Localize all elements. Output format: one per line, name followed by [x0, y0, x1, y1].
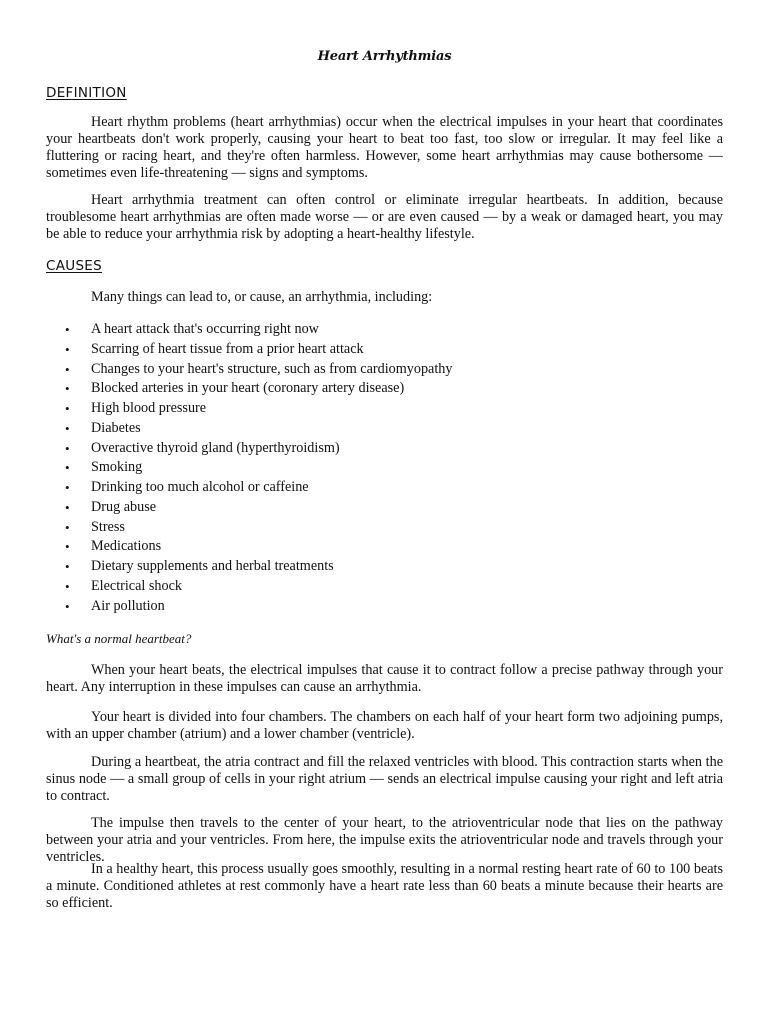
list-item-text: Diabetes	[91, 419, 141, 436]
list-item	[46, 537, 452, 557]
bullet-icon: •	[65, 420, 70, 436]
list-item	[46, 597, 452, 617]
list-item-text: Scarring of heart tissue from a prior heart attack	[91, 340, 364, 357]
causes-intro: Many things can lead to, or cause, an arrhythmia, including:	[91, 289, 433, 305]
bullet-icon: •	[65, 499, 70, 515]
normal-heartbeat-paragraph-1: When your heart beats, the electrical impulses that cause it to contract follow a precise pathway through your heart. Any interruption in these impulses can cause an arrhythmia.	[46, 662, 723, 695]
bullet-icon: •	[65, 578, 70, 594]
list-item-text: Electrical shock	[91, 577, 182, 594]
list-item	[46, 379, 452, 399]
bullet-icon: •	[65, 539, 70, 555]
normal-heartbeat-paragraph-4: The impulse then travels to the center of your heart, to the atrioventricular node that lies on the pathway between your atria and your ventricles. From here, the impulse exits the atrioventricular node and travels through your ventricles.	[46, 815, 723, 865]
list-item	[46, 439, 452, 459]
bullet-icon: •	[65, 341, 70, 357]
list-item-text: Drinking too much alcohol or caffeine	[91, 479, 309, 495]
list-item	[46, 360, 452, 380]
definition-heading: DEFINITION	[46, 85, 127, 101]
list-item	[46, 419, 452, 439]
list-item-text: Changes to your heart's structure, such as from cardiomyopathy	[91, 360, 453, 377]
bullet-icon: •	[65, 559, 70, 574]
document-title: Heart Arrhythmias	[317, 49, 452, 64]
normal-heartbeat-paragraph-5: In a healthy heart, this process usually goes smoothly, resulting in a normal resting heart rate of 60 to 100 beats a minute. Conditioned athletes at rest commonly have a heart rate less than 60 beats a minute because their hearts are so efficient.	[46, 861, 723, 911]
bullet-icon: •	[65, 460, 70, 476]
bullet-icon: •	[65, 401, 70, 416]
list-item-text: Drug abuse	[91, 498, 157, 515]
definition-paragraph-2: Heart arrhythmia treatment can often control or eliminate irregular heartbeats. In addition, because troublesome heart arrhythmias are often made worse — or are even caused — by a weak or damaged heart, you may be able to reduce your arrhythmia risk by adopting a heart-healthy lifestyle.	[46, 192, 723, 242]
list-item-text: Dietary supplements and herbal treatments	[91, 558, 334, 574]
bullet-icon: •	[65, 519, 70, 535]
causes-list	[46, 320, 452, 616]
list-item	[46, 518, 452, 538]
normal-heartbeat-paragraph-2: Your heart is divided into four chambers. The chambers on each half of your heart form two adjoining pumps, with an upper chamber (atrium) and a lower chamber (ventricle).	[46, 709, 723, 742]
bullet-icon: •	[65, 440, 70, 456]
list-item	[46, 478, 452, 498]
bullet-icon: •	[65, 322, 70, 337]
definition-paragraph-1: Heart rhythm problems (heart arrhythmias) occur when the electrical impulses in your heart that coordinates your heartbeats don't work properly, causing your heart to beat too fast, too slow or irregular. It may feel like a fluttering or racing heart, and they're often harmless. However, some heart arrhythmias may cause bothersome — sometimes even life-threatening — signs and symptoms.	[46, 114, 723, 181]
list-item	[46, 577, 452, 597]
list-item	[46, 557, 452, 577]
list-item	[46, 340, 452, 360]
bullet-icon: •	[65, 381, 70, 397]
list-item	[46, 320, 452, 340]
list-item-text: A heart attack that's occurring right now	[91, 321, 319, 337]
list-item	[46, 498, 452, 518]
normal-heartbeat-paragraph-3: During a heartbeat, the atria contract and fill the relaxed ventricles with blood. This contraction starts when the sinus node — a small group of cells in your right atrium — sends an electrical impulse causing your right and left atria to contract.	[46, 754, 723, 804]
list-item-text: Air pollution	[91, 597, 165, 614]
list-item-text: Medications	[91, 538, 162, 555]
list-item-text: Overactive thyroid gland (hyperthyroidism)	[91, 439, 340, 456]
causes-heading: CAUSES	[46, 258, 103, 274]
bullet-icon: •	[65, 361, 70, 377]
list-item-text: Stress	[91, 518, 125, 535]
list-item	[46, 399, 452, 419]
list-item-text: High blood pressure	[91, 400, 207, 416]
list-item-text: Smoking	[91, 459, 143, 476]
list-item	[46, 458, 452, 478]
list-item-text: Blocked arteries in your heart (coronary artery disease)	[91, 380, 405, 397]
bullet-icon: •	[65, 598, 70, 614]
bullet-icon: •	[65, 480, 70, 495]
normal-heartbeat-heading: What's a normal heartbeat?	[46, 631, 192, 646]
